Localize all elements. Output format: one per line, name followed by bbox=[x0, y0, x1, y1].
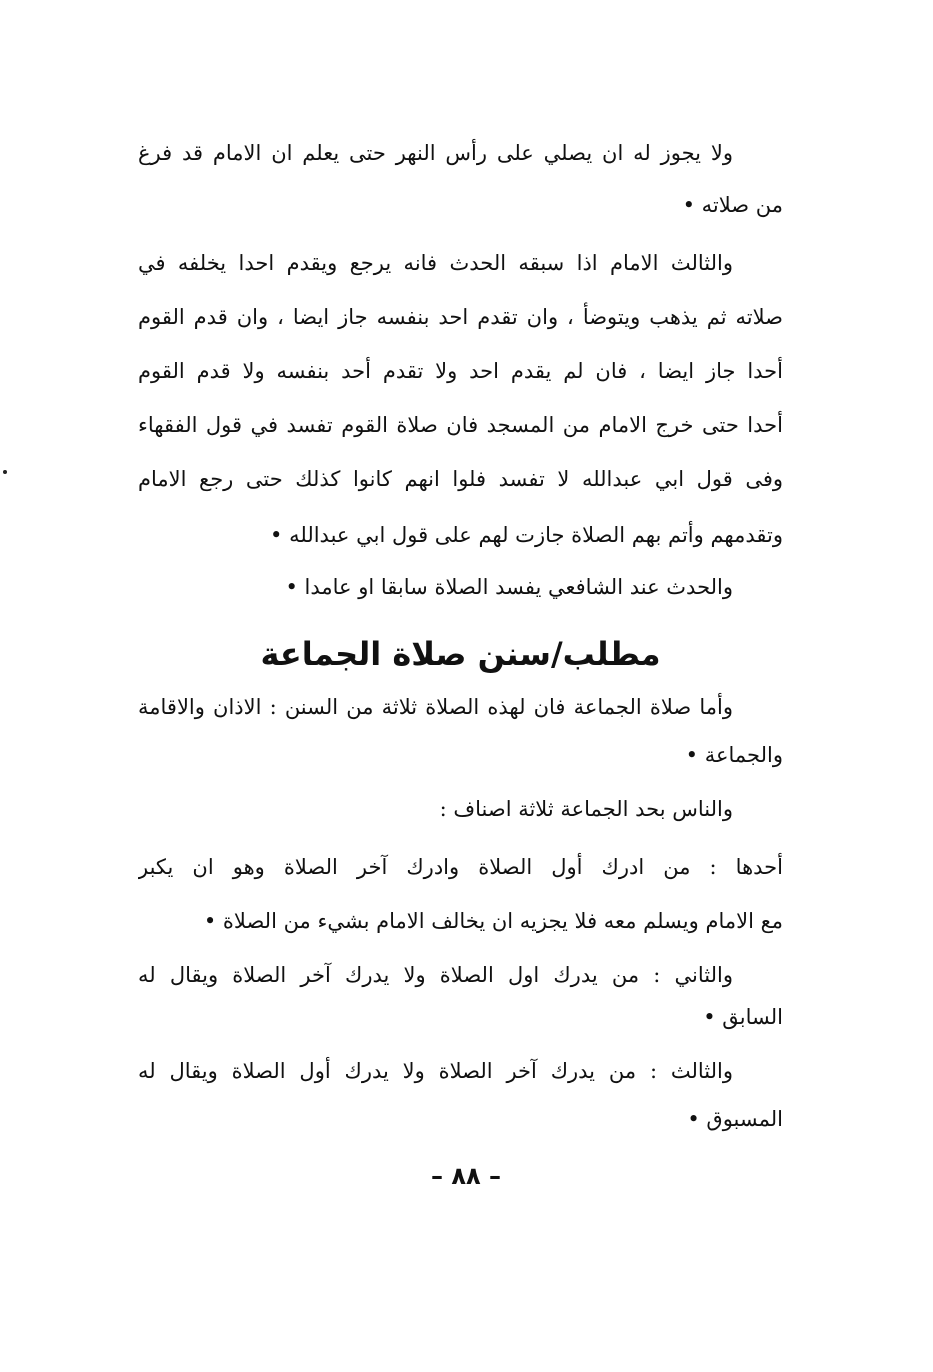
text-line-1: ولا يجوز له ان يصلي على رأس النهر حتى يعلم ان الامام قد فرغ bbox=[138, 141, 733, 165]
text-line-9: والحدث عند الشافعي يفسد الصلاة سابقا او عامدا • bbox=[285, 575, 733, 599]
text-line-8: وتقدمهم وأتم بهم الصلاة جازت لهم على قول ابي عبدالله • bbox=[270, 523, 783, 547]
text-line-7: وفى قول ابي عبدالله لا تفسد فلوا انهم كانوا كذلك حتى رجع الامام bbox=[138, 467, 783, 491]
text-line-12: والناس بحد الجماعة ثلاثة اصناف : bbox=[439, 797, 733, 821]
page-number: – ٨٨ – bbox=[430, 1162, 501, 1190]
text-line-5: أحدا جاز ايضا ، فان لم يقدم احد ولا تقدم أحد بنفسه ولا قدم القوم bbox=[138, 359, 783, 383]
text-line-17: والثالث : من يدرك آخر الصلاة ولا يدرك أول الصلاة ويقال له bbox=[138, 1059, 733, 1083]
text-line-4: صلاته ثم يذهب ويتوضأ ، وان تقدم احد بنفسه جاز ايضا ، وان قدم القوم bbox=[138, 305, 783, 329]
section-heading: مطلب/سنن صلاة الجماعة bbox=[260, 635, 661, 673]
text-line-15: والثاني : من يدرك اول الصلاة ولا يدرك آخر الصلاة ويقال له bbox=[138, 963, 733, 987]
text-line-11: والجماعة • bbox=[685, 743, 783, 767]
text-line-6: أحدا حتى خرج الامام من المسجد فان صلاة القوم تفسد في قول الفقهاء bbox=[138, 413, 783, 437]
text-line-16: السابق • bbox=[703, 1005, 783, 1029]
text-line-2: من صلاته • bbox=[682, 193, 783, 217]
text-line-13: أحدها : من ادرك أول الصلاة وادرك آخر الصلاة وهو ان يكبر bbox=[138, 855, 783, 879]
text-line-14: مع الامام ويسلم معه فلا يجزيه ان يخالف الامام بشيء من الصلاة • bbox=[203, 909, 783, 933]
text-line-18: المسبوق • bbox=[687, 1107, 783, 1131]
margin-mark bbox=[3, 470, 7, 474]
text-line-10: وأما صلاة الجماعة فان لهذه الصلاة ثلاثة من السنن : الاذان والاقامة bbox=[138, 695, 733, 719]
text-line-3: والثالث الامام اذا سبقه الحدث فانه يرجع ويقدم احدا يخلفه في bbox=[138, 251, 733, 275]
